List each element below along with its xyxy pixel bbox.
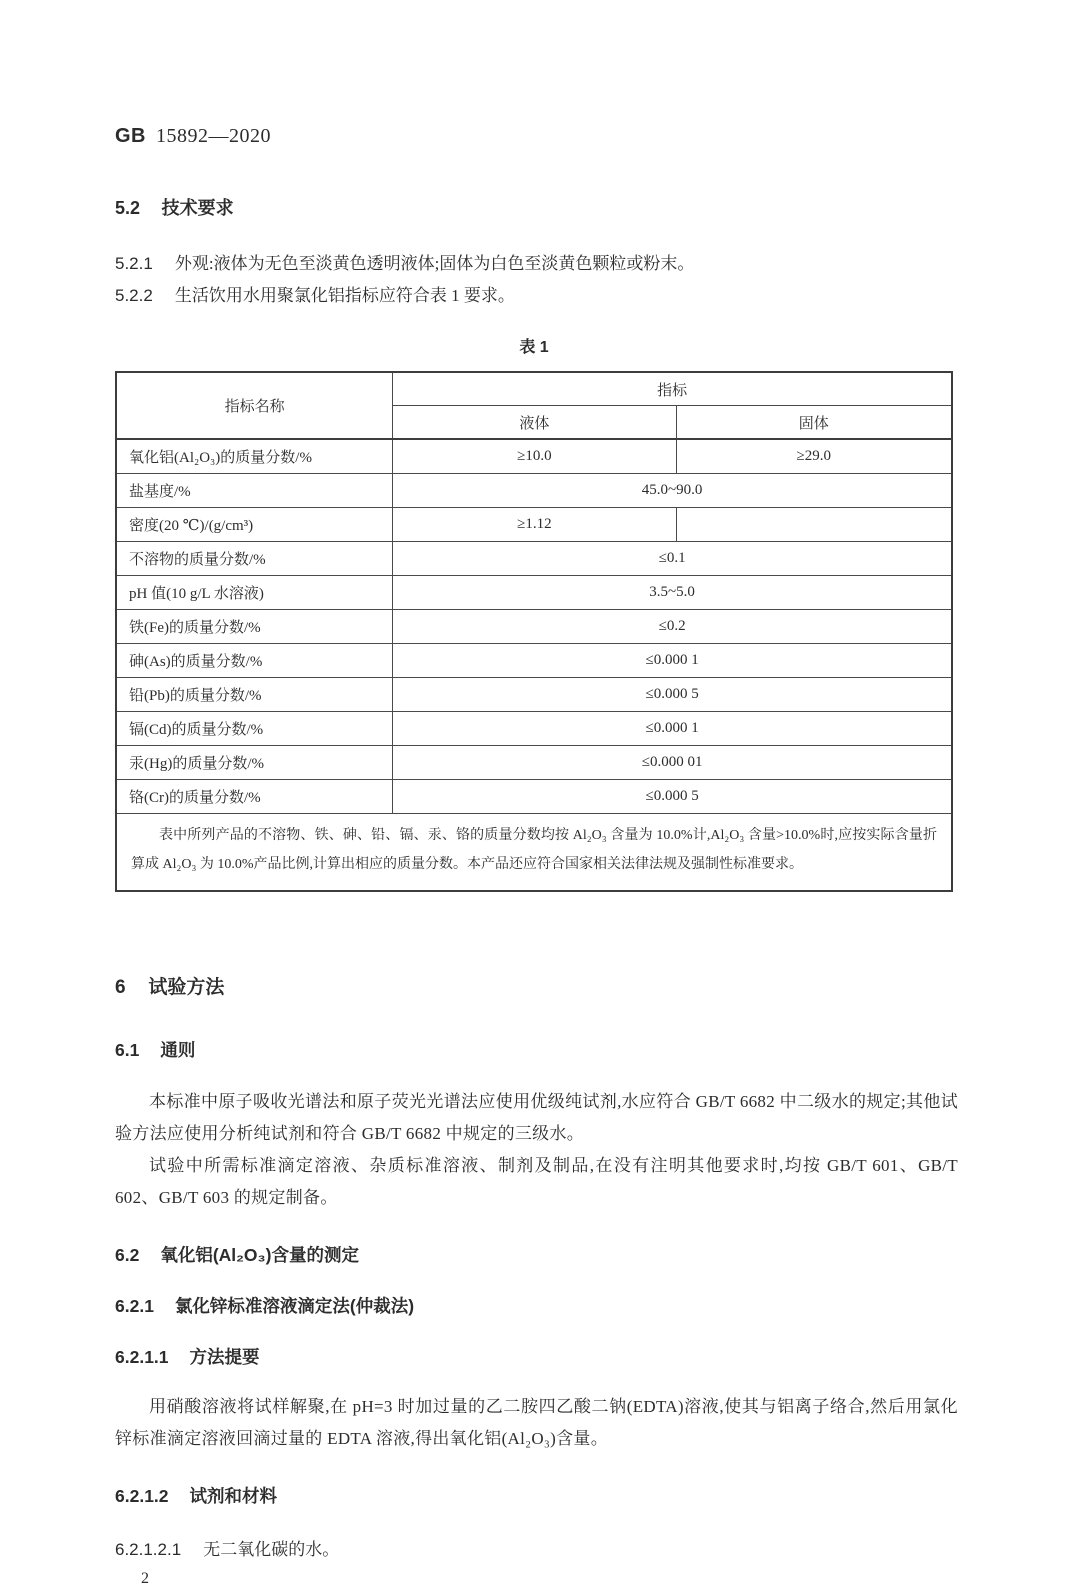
spec-table-1 [115, 371, 953, 892]
clause-text: 生活饮用水用聚氯化铝指标应符合表 1 要求。 [174, 286, 515, 305]
table-row-cadmium [116, 712, 952, 746]
clause-number: 6.2.1.2.1 [115, 1540, 182, 1559]
row-value: ≤0.000 01 [393, 746, 952, 780]
row-value: ≤0.000 5 [393, 780, 952, 814]
table-row-arsenic [116, 644, 952, 678]
table-row-mercury [116, 746, 952, 780]
table-caption: 表 1 [519, 339, 549, 356]
table-header-row-group [116, 372, 952, 406]
clause-5-2-1 [115, 248, 958, 280]
row-label: 氧化铝(Al₂O₃)的质量分数/% [116, 439, 393, 474]
section-heading-6-2-1 [115, 1293, 958, 1318]
section-title: 试剂和材料 [189, 1486, 278, 1506]
row-label: 镉(Cd)的质量分数/% [116, 712, 393, 746]
row-value: 45.0~90.0 [393, 474, 952, 508]
table-row-basicity [116, 474, 952, 508]
table-footnote: 表中所列产品的不溶物、铁、砷、铅、镉、汞、铬的质量分数均按 Al₂O₃ 含量为 10.0%计,Al₂O₃ 含量>10.0%时,应按实际含量折算成 Al₂O₃ 为 10.0%产品比例,计算出相应的质量分数。本产品还应符合国家相关法律法规及强制性标准要求。 [116, 814, 952, 892]
paragraph-method-summary: 用硝酸溶液将试样解聚,在 pH=3 时加过量的乙二胺四乙酸二钠(EDTA)溶液,使其与铝离子络合,然后用氯化锌标准滴定溶液回滴过量的 EDTA 溶液,得出氧化铝(Al₂O₃)含量。 [115, 1397, 958, 1448]
table-row-alumina [116, 439, 952, 474]
row-label: 铁(Fe)的质量分数/% [116, 610, 393, 644]
section-title: 技术要求 [161, 198, 234, 218]
section-number: 6.2.1.2 [115, 1486, 169, 1506]
clause-text: 外观:液体为无色至淡黄色透明液体;固体为白色至淡黄色颗粒或粉末。 [174, 254, 695, 273]
section-number: 6.2 [115, 1245, 140, 1265]
standard-prefix: GB [115, 125, 146, 147]
row-label: 铅(Pb)的质量分数/% [116, 678, 393, 712]
paragraph-general-rules-1: 本标准中原子吸收光谱法和原子荧光光谱法应使用优级纯试剂,水应符合 GB/T 6682 中二级水的规定;其他试验方法应使用分析纯试剂和符合 GB/T 6682 中规定的三级水。 [115, 1092, 958, 1143]
row-value: ≤0.000 1 [393, 712, 952, 746]
clause-number: 5.2.2 [115, 286, 153, 305]
clause-number: 5.2.1 [115, 254, 153, 273]
row-label: 密度(20 ℃)/(g/cm³) [116, 508, 393, 542]
table-row-lead [116, 678, 952, 712]
row-label: 不溶物的质量分数/% [116, 542, 393, 576]
row-label: 铬(Cr)的质量分数/% [116, 780, 393, 814]
table-row-density [116, 508, 952, 542]
section-heading-6-2 [115, 1242, 958, 1267]
header-cell-name: 指标名称 [116, 372, 393, 439]
header-cell-group: 指标 [393, 372, 952, 406]
table-row-ph [116, 576, 952, 610]
row-label: 盐基度/% [116, 474, 393, 508]
header-cell-liquid: 液体 [393, 406, 676, 440]
paragraph-general-rules-2: 试验中所需标准滴定溶液、杂质标准溶液、制剂及制品,在没有注明其他要求时,均按 GB/T 601、GB/T 602、GB/T 603 的规定制备。 [115, 1156, 958, 1207]
section-heading-6-1 [115, 1037, 958, 1062]
standard-code: 15892—2020 [156, 125, 271, 147]
row-value: 3.5~5.0 [393, 576, 952, 610]
row-label: 汞(Hg)的质量分数/% [116, 746, 393, 780]
page-number: 2 [141, 1570, 149, 1587]
clause-text: 无二氧化碳的水。 [203, 1540, 340, 1559]
section-heading-6 [115, 972, 958, 999]
row-value: ≤0.2 [393, 610, 952, 644]
row-label: 砷(As)的质量分数/% [116, 644, 393, 678]
section-number: 5.2 [115, 198, 141, 218]
section-title: 试验方法 [148, 977, 225, 998]
row-value: ≤0.000 5 [393, 678, 952, 712]
row-value-liquid: ≥10.0 [393, 439, 676, 474]
row-value: ≤0.000 1 [393, 644, 952, 678]
section-number: 6.2.1.1 [115, 1347, 169, 1367]
row-value-solid [676, 508, 952, 542]
section-heading-6-2-1-1 [115, 1344, 958, 1369]
section-heading-6-2-1-2 [115, 1483, 958, 1508]
clause-6-2-1-2-1 [115, 1534, 958, 1566]
section-title: 氯化锌标准溶液滴定法(仲裁法) [174, 1296, 415, 1316]
section-number: 6.2.1 [115, 1296, 154, 1316]
table-footnote-row [116, 814, 952, 892]
standard-number-header [115, 125, 958, 148]
row-value: ≤0.1 [393, 542, 952, 576]
section-number: 6.1 [115, 1040, 140, 1060]
row-value-liquid: ≥1.12 [393, 508, 676, 542]
section-title: 方法提要 [189, 1347, 260, 1367]
row-label: pH 值(10 g/L 水溶液) [116, 576, 393, 610]
clause-5-2-2 [115, 280, 958, 312]
row-value-solid: ≥29.0 [676, 439, 952, 474]
section-title: 氧化铝(Al₂O₃)含量的测定 [160, 1245, 359, 1265]
table-row-iron [116, 610, 952, 644]
header-cell-solid: 固体 [676, 406, 952, 440]
section-heading-5-2 [115, 194, 958, 220]
section-title: 通则 [160, 1040, 196, 1060]
table-row-chromium [116, 780, 952, 814]
table-row-insoluble [116, 542, 952, 576]
section-number: 6 [115, 977, 126, 998]
